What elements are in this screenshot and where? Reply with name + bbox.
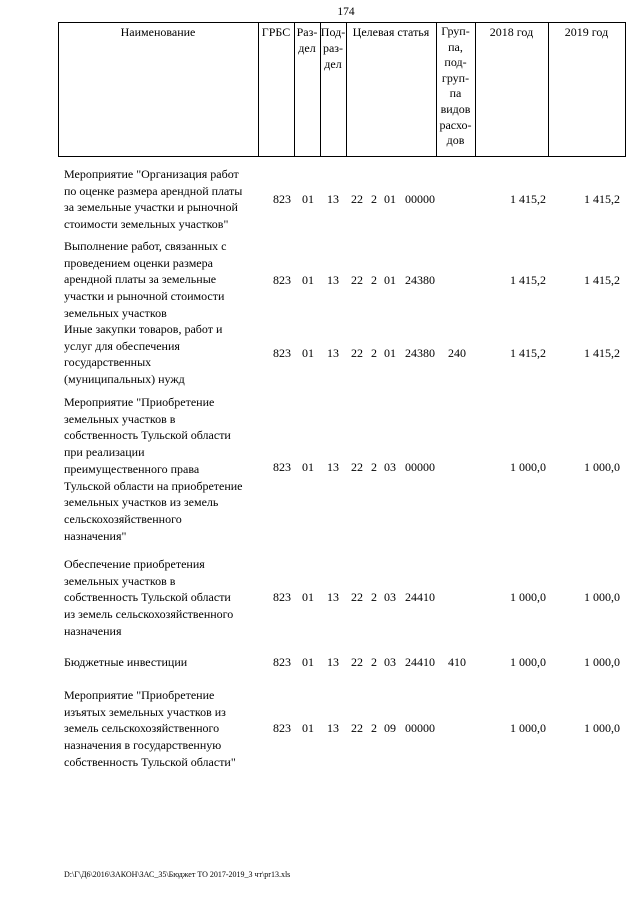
header-2018: 2018 год [489,25,534,39]
cell-group: 240 [448,346,466,360]
row-name-line: Иные закупки товаров, работ и [64,322,223,336]
cell-target-code: 24380 [405,273,435,287]
header-grbs: ГРБС [261,25,291,39]
cell-2018: 1 415,2 [510,192,546,206]
cell-group: 410 [448,655,466,669]
cell-target-program: 22 [351,346,363,360]
row-name-line: арендной платы за земельные [64,272,217,287]
cell-target-subprogram: 2 [371,192,377,206]
row-name-line: собственность Тульской области [64,590,231,605]
cell-podrazdel: 13 [327,655,339,669]
cell-2019: 1 000,0 [584,721,620,735]
cell-razdel: 01 [302,721,314,735]
cell-target-program: 22 [351,460,363,474]
cell-podrazdel: 13 [327,273,339,287]
cell-razdel: 01 [302,590,314,604]
cell-razdel: 01 [302,655,314,669]
cell-target-event: 03 [384,460,396,474]
cell-grbs: 823 [273,460,291,474]
cell-2018: 1 415,2 [510,346,546,360]
row-name [64,238,264,322]
row-name-line: земельных участков из земель [64,495,219,510]
cell-target-program: 22 [351,192,363,206]
header-divider [58,22,59,157]
header-divider [548,22,549,157]
cell-podrazdel: 13 [327,346,339,360]
row-name-line: преимущественного права [64,461,200,476]
row-name-line: назначения" [64,528,127,543]
header-divider [258,22,259,157]
row-name-line: государственных [64,355,152,370]
cell-target-program: 22 [351,590,363,604]
header-divider [625,22,626,157]
cell-target-subprogram: 2 [371,590,377,604]
header-divider [475,22,476,157]
cell-2019: 1 000,0 [584,655,620,669]
row-name-line: земель сельскохозяйственного [64,721,220,736]
row-name [64,394,264,544]
row-name-line: участки и рыночной стоимости [64,289,225,304]
row-name-line: из земель сельскохозяйственного [64,607,234,622]
row-name-line: назначения в государственную [64,738,222,753]
cell-target-code: 24410 [405,590,435,604]
cell-grbs: 823 [273,273,291,287]
cell-2019: 1 415,2 [584,192,620,206]
table-header [58,22,626,157]
cell-razdel: 01 [302,192,314,206]
cell-grbs: 823 [273,346,291,360]
row-name-line: собственность Тульской области" [64,754,236,769]
cell-target-subprogram: 2 [371,655,377,669]
cell-target-event: 09 [384,721,396,735]
row-name-line: по оценке размера арендной платы [64,183,243,198]
row-name-line: за земельные участки и рыночной [64,200,238,215]
row-name-line: стоимости земельных участков" [64,217,229,232]
row-name-line: Выполнение работ, связанных с [64,239,227,253]
cell-2019: 1 415,2 [584,346,620,360]
cell-target-code: 00000 [405,721,435,735]
cell-2018: 1 000,0 [510,590,546,604]
row-name-line: собственность Тульской области [64,428,231,443]
row-name-line: Бюджетные инвестиции [64,655,188,669]
row-name-line: проведением оценки размера [64,255,213,270]
header-name: Наименование [120,25,196,39]
cell-razdel: 01 [302,346,314,360]
row-name [64,556,264,640]
page-number: 174 [337,6,355,18]
cell-target-program: 22 [351,273,363,287]
row-name-line: Обеспечение приобретения [64,557,205,571]
cell-podrazdel: 13 [327,460,339,474]
cell-razdel: 01 [302,460,314,474]
header-divider [346,22,347,157]
header-group: Груп- па, под- груп- па видов расхо- дов [439,24,472,148]
cell-target-event: 01 [384,192,396,206]
cell-target-subprogram: 2 [371,460,377,474]
cell-target-event: 03 [384,590,396,604]
row-name [64,654,264,671]
row-name-line: при реализации [64,445,145,460]
header-podrazdel: Под- раз- дел [320,25,346,71]
cell-razdel: 01 [302,273,314,287]
row-name-line: услуг для обеспечения [64,338,180,353]
cell-2019: 1 000,0 [584,590,620,604]
cell-podrazdel: 13 [327,192,339,206]
row-name-line: Мероприятие "Приобретение [64,395,215,409]
cell-target-subprogram: 2 [371,273,377,287]
row-name-line: Мероприятие "Организация работ [64,167,239,181]
cell-2019: 1 000,0 [584,460,620,474]
cell-grbs: 823 [273,192,291,206]
row-name-line: Мероприятие "Приобретение [64,688,215,702]
cell-target-event: 01 [384,346,396,360]
cell-target-program: 22 [351,655,363,669]
row-name [64,321,264,388]
cell-target-program: 22 [351,721,363,735]
file-path-footer: D:\Г\Д6\2016\ЗАКОН\ЗАС_35\Бюджет ТО 2017-2019_3 чт\pr13.xls [64,870,291,879]
cell-podrazdel: 13 [327,721,339,735]
row-name-line: земельных участков [64,305,167,320]
row-name [64,687,264,771]
cell-target-event: 01 [384,273,396,287]
cell-target-code: 00000 [405,192,435,206]
row-name-line: сельскохозяйственного [64,511,182,526]
row-name-line: (муниципальных) нужд [64,372,185,387]
cell-target-code: 00000 [405,460,435,474]
cell-podrazdel: 13 [327,590,339,604]
cell-2018: 1 000,0 [510,460,546,474]
row-name-line: Тульской области на приобретение [64,478,243,493]
cell-grbs: 823 [273,721,291,735]
row-name-line: изъятых земельных участков из [64,704,226,719]
row-name [64,166,264,233]
header-2019: 2019 год [564,25,609,39]
cell-target-subprogram: 2 [371,721,377,735]
cell-grbs: 823 [273,590,291,604]
row-name-line: земельных участков в [64,573,176,588]
cell-target-code: 24410 [405,655,435,669]
cell-target-code: 24380 [405,346,435,360]
header-bottom-border [58,156,626,157]
cell-2018: 1 000,0 [510,655,546,669]
row-name-line: земельных участков в [64,411,176,426]
header-target: Целевая статья [352,25,430,39]
cell-2018: 1 000,0 [510,721,546,735]
cell-target-subprogram: 2 [371,346,377,360]
row-name-line: назначения [64,623,122,638]
cell-grbs: 823 [273,655,291,669]
cell-2019: 1 415,2 [584,273,620,287]
cell-2018: 1 415,2 [510,273,546,287]
header-razdel: Раз- дел [296,25,318,55]
cell-target-event: 03 [384,655,396,669]
